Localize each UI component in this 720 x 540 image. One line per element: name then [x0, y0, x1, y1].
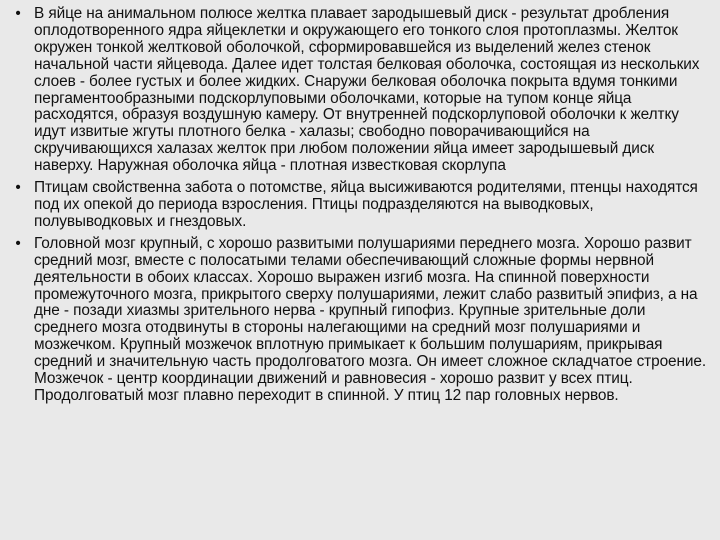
bullet-text: Птицам свойственна забота о потомстве, яйца высиживаются родителями, птенцы находятся под их опекой до периода взросления. Птицы подразделяются на выводковых, полувыводковых и гнездовых.	[34, 179, 698, 230]
bullet-icon: •	[15, 5, 21, 22]
bullet-item-egg-structure	[10, 6, 710, 175]
bullet-icon: •	[15, 179, 21, 197]
bullet-text: Головной мозг крупный, с хорошо развитыми полушариями переднего мозга. Хорошо развит средний мозг, вместе с полосатыми телами обеспечивающий сложные формы нервной деятельности в обоих классах. Хорошо выражен изгиб мозга. На спинной поверхности промежуточного мозга, прикрытого сверху полушариями, лежит слабо развитый эпифиз, а на дне - позади хиазмы зрительного нерва - крупный гипофиз. Крупные зрительные доли среднего мозга отодвинуты в стороны налегающими на средний мозг полушариями и мозжечком. Крупный мозжечок вплотную примыкает к большим полушариям, прикрывая средний и значительную часть продолговатого мозга. Он имеет сложное складчатое строение. Мозжечок - центр координации движений и равновесия - хорошо развит у всех птиц. Продолговатый мозг плавно переходит в спинной. У птиц 12 пар головных нервов.	[34, 234, 707, 404]
bullet-item-brain	[10, 236, 710, 405]
bullet-list	[10, 6, 710, 410]
bullet-icon: •	[15, 234, 21, 252]
bullet-text: В яйце на анимальном полюсе желтка плавает зародышевый диск - результат дробления оплодотворенного ядра яйцеклетки и окружающего его тонкого слоя протоплазмы. Желток окружен тонкой желтковой оболочкой, сформировавшейся из выделений желез стенок начальной части яйцевода. Далее идет толстая белковая оболочка, состоящая из нескольких слоев - более густых и более жидких. Снаружи белковая оболочка покрыта вдумя тонкими пергаментообразными подскорлуповыми оболочками, которые на тупом конце яйца расходятся, образуя воздушную камеру. От внутренней подскорлуповой оболочки к желтку идут извитые жгуты плотного белка - халазы; свободно поворачивающийся на скручивающихся халазах желток при любом положении яйца имеет зародышевый диск наверху. Наружная оболочка яйца - плотная известковая скорлупа	[34, 5, 700, 175]
bullet-item-offspring-care	[10, 180, 710, 231]
